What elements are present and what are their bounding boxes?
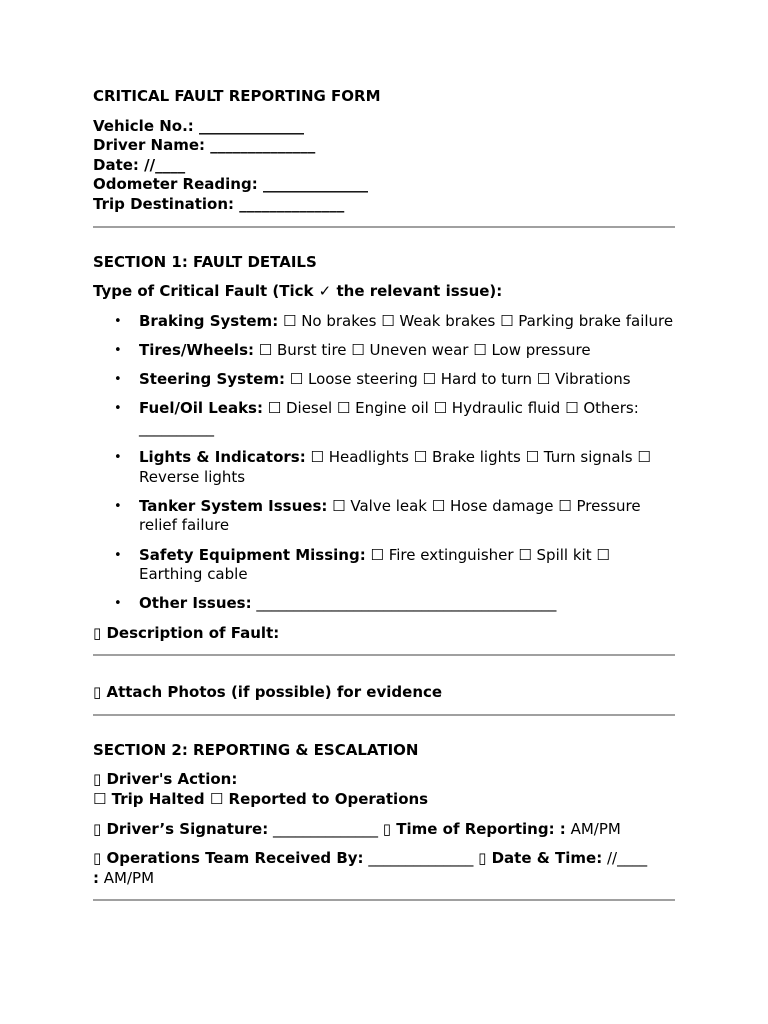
- header-fields: [93, 117, 675, 215]
- fault-options[interactable]: ☐ Diesel ☐ Engine oil ☐ Hydraulic fluid ☐ Others: __________: [139, 399, 639, 437]
- fault-label: Other Issues:: [139, 594, 252, 613]
- date-time-colon: :: [93, 868, 99, 887]
- bullet-icon: •: [114, 313, 122, 329]
- fault-label: Fuel/Oil Leaks:: [139, 399, 263, 418]
- fault-list: [93, 312, 675, 614]
- fault-options[interactable]: ☐ Loose steering ☐ Hard to turn ☐ Vibrations: [289, 370, 631, 389]
- fault-label: Tanker System Issues:: [139, 496, 328, 515]
- fault-label: Tires/Wheels:: [139, 340, 254, 359]
- fault-options[interactable]: ☐ Headlights ☐ Brake lights ☐ Turn signals ☐ Reverse lights: [139, 448, 651, 486]
- bullet-icon: •: [114, 401, 122, 417]
- divider: [93, 714, 675, 716]
- time-of-reporting-label: ▯ Time of Reporting: :: [382, 819, 566, 838]
- vehicle-no-field[interactable]: Vehicle No.: ______________: [93, 116, 305, 135]
- fault-type-intro: Type of Critical Fault (Tick ✓ the relevant issue):: [93, 282, 503, 301]
- fault-options[interactable]: ☐ Burst tire ☐ Uneven wear ☐ Low pressure: [258, 340, 591, 359]
- driver-action-label: ▯ Driver's Action:: [93, 770, 238, 789]
- driver-action-block: [93, 770, 675, 809]
- divider: [93, 654, 675, 656]
- bullet-icon: •: [114, 547, 122, 563]
- driver-action-options[interactable]: ☐ Trip Halted ☐ Reported to Operations: [93, 790, 429, 808]
- fault-label: Braking System:: [139, 311, 279, 330]
- fault-label: Safety Equipment Missing:: [139, 545, 366, 564]
- bullet-icon: •: [114, 498, 122, 514]
- odometer-field[interactable]: Odometer Reading: ______________: [93, 175, 368, 194]
- description-label: ▯ Description of Fault:: [93, 623, 280, 642]
- divider: [93, 226, 675, 228]
- fault-options[interactable]: ☐ Valve leak ☐ Hose damage ☐ Pressure relief failure: [139, 496, 641, 535]
- section1-heading: SECTION 1: FAULT DETAILS: [93, 252, 317, 271]
- fault-options[interactable]: ________________________________________: [256, 594, 557, 613]
- form-content: [93, 87, 675, 901]
- fault-options[interactable]: ☐ No brakes ☐ Weak brakes ☐ Parking brake failure: [282, 311, 674, 330]
- date-time-label: ▯ Date & Time:: [478, 849, 603, 868]
- bullet-icon: •: [114, 342, 122, 358]
- fault-item-braking[interactable]: [93, 312, 675, 332]
- fault-label: Lights & Indicators:: [139, 448, 306, 467]
- date-time-field[interactable]: //____: [607, 849, 648, 868]
- form-title: CRITICAL FAULT REPORTING FORM: [93, 87, 381, 105]
- fault-item-tires[interactable]: [93, 341, 675, 361]
- fault-label: Steering System:: [139, 370, 285, 389]
- driver-name-field[interactable]: Driver Name: ______________: [93, 136, 316, 155]
- date-field[interactable]: Date: //____: [93, 155, 186, 174]
- fault-options[interactable]: ☐ Fire extinguisher ☐ Spill kit ☐ Earthing cable: [139, 545, 610, 584]
- received-by-label: ▯ Operations Team Received By:: [93, 849, 364, 868]
- fault-item-safety[interactable]: [93, 546, 675, 585]
- received-line: [93, 849, 675, 888]
- fault-item-lights[interactable]: [93, 448, 675, 487]
- signature-line: [93, 820, 675, 840]
- received-by-field[interactable]: ______________: [368, 849, 474, 868]
- bullet-icon: •: [114, 596, 122, 612]
- date-time-suffix: AM/PM: [103, 868, 155, 887]
- fault-item-other[interactable]: [93, 594, 675, 614]
- bullet-icon: •: [114, 450, 122, 466]
- divider: [93, 899, 675, 901]
- fault-item-fuel[interactable]: [93, 399, 675, 438]
- signature-field[interactable]: ______________: [272, 819, 378, 838]
- time-suffix: AM/PM: [570, 819, 621, 838]
- trip-destination-field[interactable]: Trip Destination: ______________: [93, 194, 345, 213]
- attach-photos-label[interactable]: ▯ Attach Photos (if possible) for evidence: [93, 683, 443, 702]
- section2-heading: SECTION 2: REPORTING & ESCALATION: [93, 740, 419, 759]
- fault-item-tanker[interactable]: [93, 497, 675, 536]
- fault-item-steering[interactable]: [93, 370, 675, 390]
- bullet-icon: •: [114, 372, 122, 388]
- signature-label: ▯ Driver’s Signature:: [93, 819, 269, 838]
